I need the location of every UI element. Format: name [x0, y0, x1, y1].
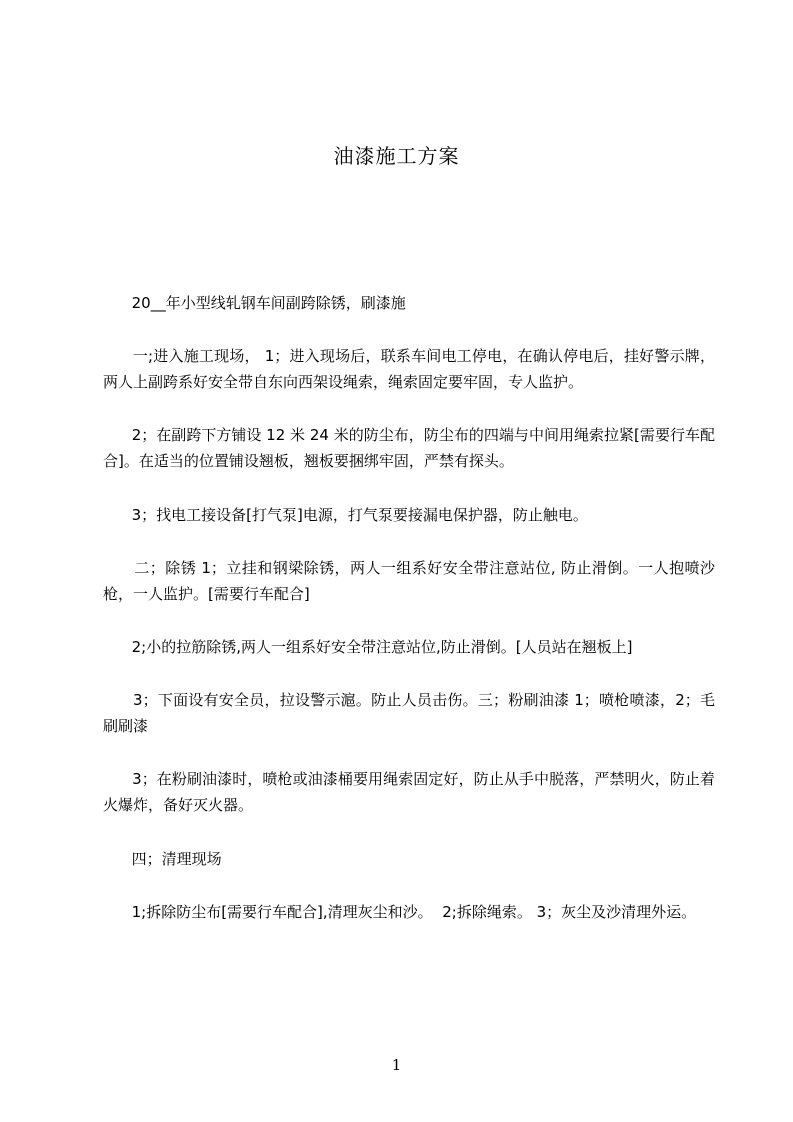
paragraph-section-1: 一;进入施工现场， 1；进入现场后，联系车间电工停电，在确认停电后，挂好警示牌，两人上副跨系好安全带自东向西架设绳索，绳索固定要牢固，专人监护。 — [103, 347, 715, 391]
page-number: 1 — [391, 1056, 402, 1074]
paragraph-cleanup: 1;拆除防尘布[需要行车配合],清理灰尘和沙。 2;拆除绳索。 3；灰尘及沙清理外运。 — [103, 903, 697, 921]
paragraph-derust-2: 2;小的拉筋除锈,两人一组系好安全带注意站位,防止滑倒。[人员站在翘板上] — [103, 638, 633, 656]
paragraph-step-2: 2；在副跨下方铺设 12 米 24 米的防尘布，防尘布的四端与中间用绳索拉紧[需要行车配合]。在适当的位置铺设翘板，翘板要捆绑牢固，严禁有探头。 — [103, 426, 715, 470]
paragraph-section-3: 3；下面设有安全员，拉设警示滬。防止人员击伤。三；粉刷油漆 1；喷枪喷漆，2；毛刷刷漆 — [103, 691, 716, 735]
paragraph-section-2: 二；除锈 1；立挂和钢梁除锈，两人一组系好安全带注意站位, 防止滑倒。一人抱喷沙枪，一人监护。[需要行车配合] — [103, 559, 716, 603]
paragraph-step-3: 3；找电工接设备[打气泵]电源，打气泵要接漏电保护器，防止触电。 — [103, 506, 588, 524]
paragraph-paint-3: 3；在粉刷油漆时，喷枪或油漆桶要用绳索固定好，防止从手中脱落，严禁明火，防止着火爆炸，备好灭火器。 — [103, 770, 715, 814]
paragraph-intro: 20__年小型线轧钢车间副跨除锈，刷漆施 — [103, 294, 406, 312]
paragraph-section-4: 四；清理现场 — [103, 850, 222, 868]
document-title: 油漆施工方案 — [333, 144, 460, 168]
